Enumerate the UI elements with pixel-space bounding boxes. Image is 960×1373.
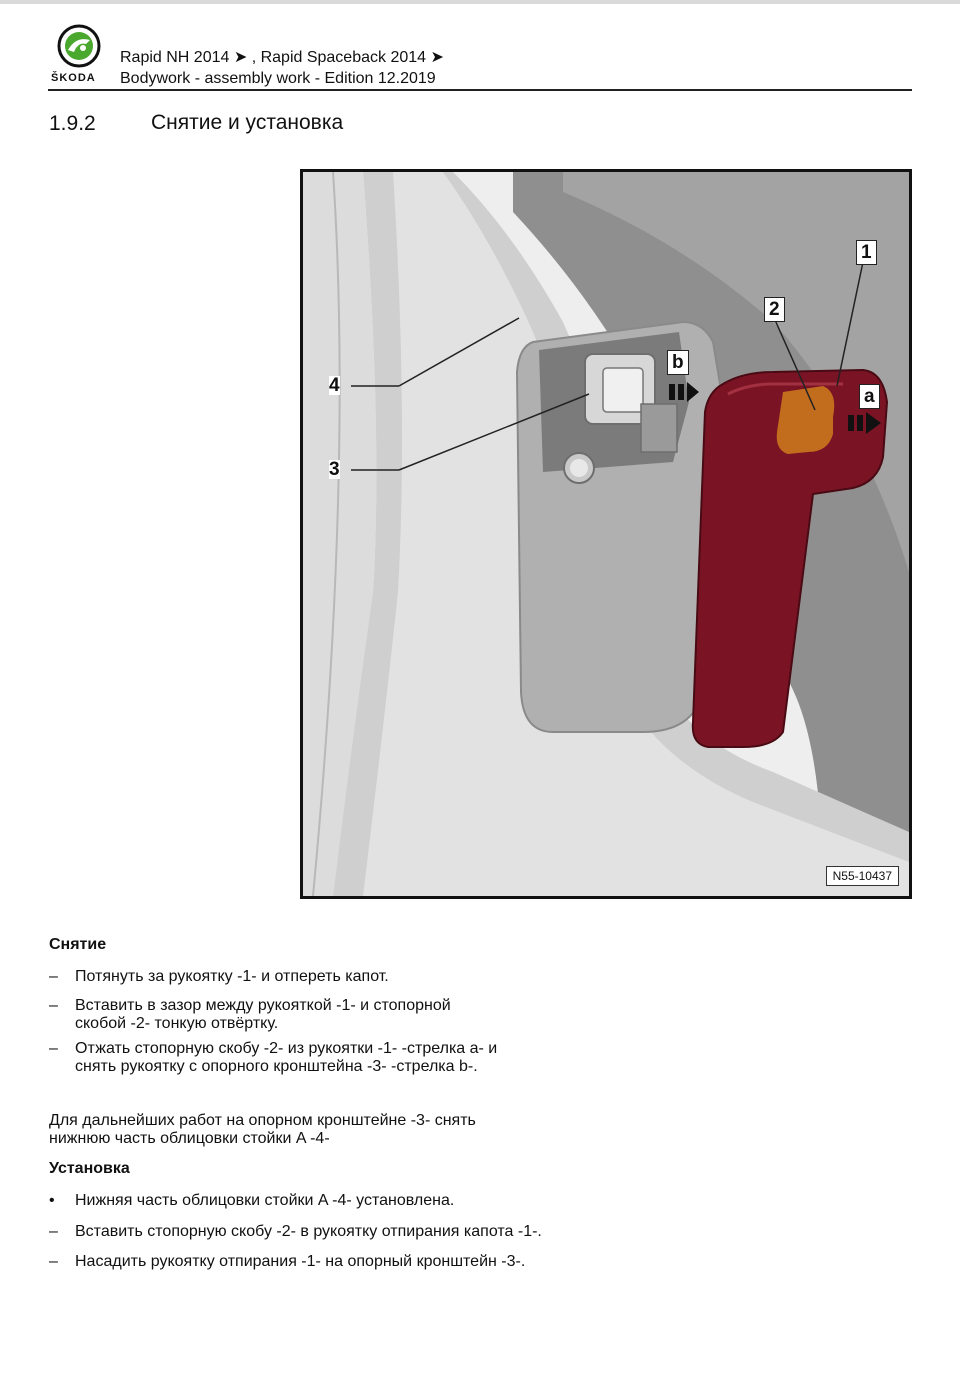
- step-text-line-2: снять рукоятку с опорного кронштейна -3- -стрелка b-.: [75, 1058, 478, 1075]
- callout-1: 1: [856, 240, 877, 265]
- page-top-bar: [0, 0, 960, 4]
- hood-release-illustration: [303, 172, 909, 896]
- note-line-1: Для дальнейших работ на опорном кронштейне -3- снять: [49, 1112, 476, 1129]
- list-marker: –: [49, 997, 58, 1014]
- list-marker: –: [49, 1223, 58, 1240]
- list-marker: –: [49, 1253, 58, 1270]
- list-marker: –: [49, 968, 58, 985]
- callout-2: 2: [764, 297, 785, 322]
- step-text-line-1: Отжать стопорную скобу -2- из рукоятки -1- -стрелка a- и: [75, 1040, 498, 1057]
- step-text: Потянуть за рукоятку -1- и отпереть капот.: [75, 968, 389, 985]
- callout-3: 3: [329, 459, 340, 480]
- step-text-line-2: скобой -2- тонкую отвёртку.: [75, 1015, 279, 1032]
- header-models: Rapid NH 2014 ➤ , Rapid Spaceback 2014 ➤: [120, 49, 444, 66]
- list-marker: –: [49, 1040, 58, 1057]
- list-marker: •: [49, 1192, 55, 1209]
- arrow-label-a: a: [859, 384, 880, 409]
- header-manual-edition: Bodywork - assembly work - Edition 12.2019: [120, 70, 436, 87]
- removal-note: [49, 1112, 609, 1148]
- step-text: Нижняя часть облицовки стойки A -4- установлена.: [75, 1192, 455, 1209]
- step-text-line-1: Вставить в зазор между рукояткой -1- и стопорной: [75, 997, 451, 1014]
- callout-4: 4: [329, 375, 340, 396]
- figure-reference: N55-10437: [826, 866, 899, 886]
- header-rule: [48, 89, 912, 91]
- section-number: 1.9.2: [49, 112, 96, 135]
- logo-wordmark: ŠKODA: [51, 72, 96, 84]
- arrow-label-b: b: [667, 350, 689, 375]
- step-text: Вставить стопорную скобу -2- в рукоятку отпирания капота -1-.: [75, 1223, 542, 1240]
- note-line-2: нижнюю часть облицовки стойки A -4-: [49, 1130, 330, 1147]
- installation-heading: Установка: [49, 1160, 130, 1177]
- removal-heading: Снятие: [49, 936, 107, 953]
- step-text: Насадить рукоятку отпирания -1- на опорный кронштейн -3-.: [75, 1253, 526, 1270]
- illustration-frame: [300, 169, 912, 899]
- section-title: Снятие и установка: [151, 111, 344, 134]
